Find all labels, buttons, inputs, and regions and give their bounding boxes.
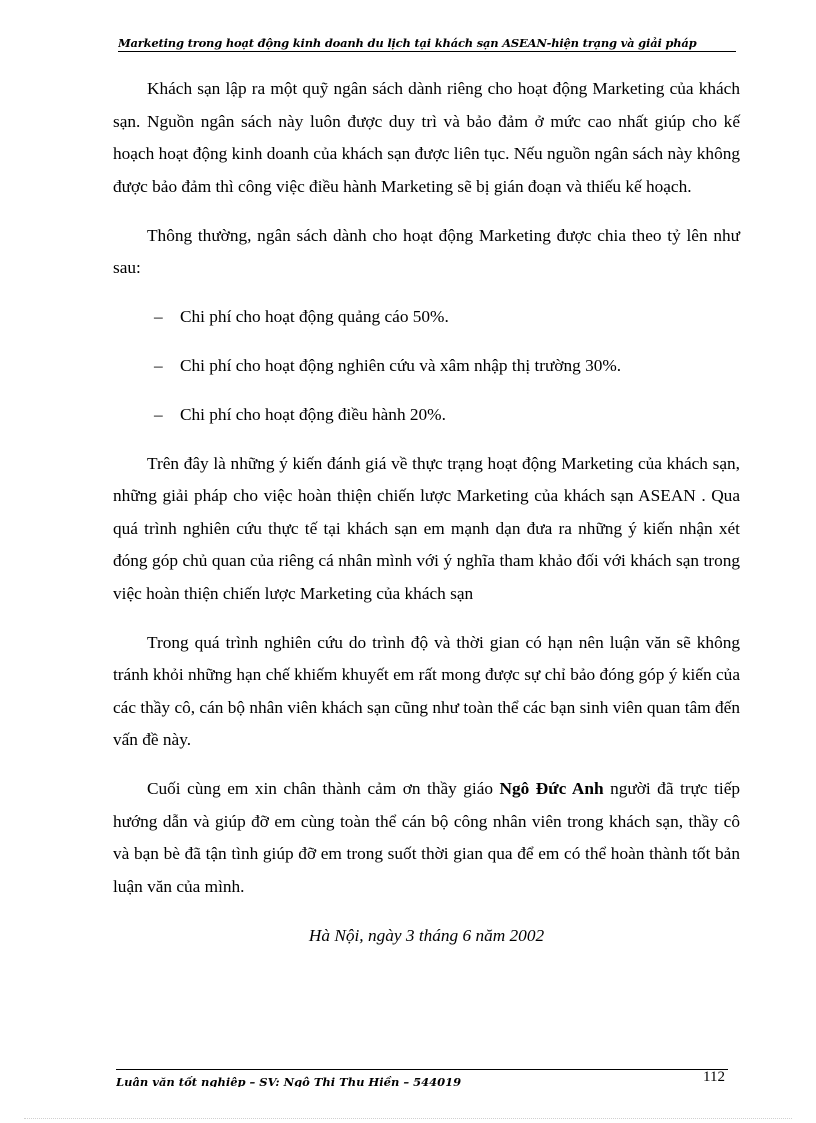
list-item	[113, 350, 740, 383]
list-item	[113, 399, 740, 432]
list-item-text: Chi phí cho hoạt động quảng cáo 50%.	[180, 306, 449, 326]
dash-marker: –	[154, 355, 163, 375]
signoff-date: Hà Nội, ngày 3 tháng 6 năm 2002	[308, 925, 545, 945]
list-item-text: Chi phí cho hoạt động điều hành 20%.	[180, 404, 446, 424]
footer-author: Luận văn tốt nghiệp – SV: Ngô Thị Thu Hiền – 544019	[116, 1075, 462, 1087]
paragraph-budget-split: Thông thường, ngân sách dành cho hoạt động Marketing được chia theo tỷ lên như sau:	[113, 225, 740, 277]
page-number: 112	[703, 1069, 725, 1085]
supervisor-name: Ngô Đức Anh	[499, 779, 604, 798]
footer-divider	[116, 1069, 728, 1070]
paragraph-acknowledgement	[113, 773, 740, 903]
dash-marker: –	[154, 404, 163, 424]
paragraph-summary: Trên đây là những ý kiến đánh giá về thực trạng hoạt động Marketing của khách sạn, những giải pháp cho việc hoàn thiện chiến lược Marketing của khách sạn ASEAN . Qua quá trình nghiên cứu thực tế tại khách sạn em mạnh dạn đưa ra những ý kiến nhận xét đóng góp chủ quan của riêng cá nhân mình với ý nghĩa tham khảo đối với khách sạn trong việc hoàn thiện chiến lược Marketing của khách sạn	[113, 453, 740, 603]
list-item-text: Chi phí cho hoạt động nghiên cứu và xâm nhập thị trường 30%.	[180, 355, 622, 375]
list-item	[113, 301, 740, 334]
running-header: Marketing trong hoạt động kinh doanh du lịch tại khách sạn ASEAN-hiện trạng và giải pháp	[118, 36, 736, 52]
paragraph-limitations: Trong quá trình nghiên cứu do trình độ và thời gian có hạn nên luận văn sẽ không tránh khỏi những hạn chế khiếm khuyết em rất mong được sự chỉ bảo đóng góp ý kiến của các thầy cô, cán bộ nhân viên khách sạn cũng như toàn thể các bạn sinh viên quan tâm đến vấn đề này.	[113, 632, 740, 749]
budget-list	[113, 301, 740, 432]
paragraph-budget-fund: Khách sạn lập ra một quỹ ngân sách dành riêng cho hoạt động Marketing của khách sạn. Nguồn ngân sách này luôn được duy trì và bảo đảm ở mức cao nhất giúp cho kế hoạch hoạt động kinh doanh của khách sạn được liên tục. Nếu nguồn ngân sách này không được bảo đảm thì công việc điều hành Marketing sẽ bị gián đoạn và thiếu kế hoạch.	[113, 79, 740, 196]
page-edge-divider	[24, 1118, 792, 1119]
ack-text-before: Cuối cùng em xin chân thành cảm ơn thầy giáo	[147, 779, 500, 798]
document-body	[113, 73, 740, 952]
dash-marker: –	[154, 306, 163, 326]
ack-text-after: người đã trực tiếp hướng dẫn và giúp đỡ em cùng toàn thể cán bộ công nhân viên trong khách sạn, thầy cô và bạn bè đã tận tình giúp đỡ em trong suốt thời gian qua để em có thể hoàn thành tốt bản luận văn của mình.	[113, 779, 741, 896]
